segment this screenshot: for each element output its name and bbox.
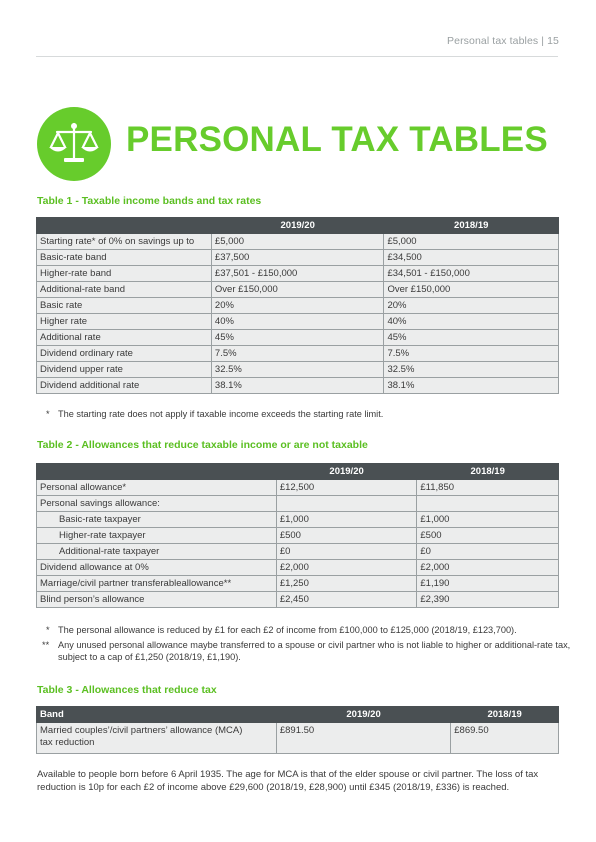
table-row <box>37 378 559 394</box>
footnote-marker: ** <box>42 640 50 650</box>
footnote-text: The starting rate does not apply if taxable income exceeds the starting rate limit. <box>58 409 384 419</box>
header-cell: 2018/19 <box>384 218 559 234</box>
cell-2018: £2,000 <box>417 560 559 576</box>
table-row <box>37 250 559 266</box>
cell-2019: £37,501 - £150,000 <box>211 266 384 282</box>
cell-2018: £500 <box>417 528 559 544</box>
cell-2018: £2,390 <box>417 592 559 608</box>
table-row <box>37 544 559 560</box>
table1-title: Table 1 - Taxable income bands and tax rates <box>37 195 262 207</box>
scales-of-justice-icon <box>37 107 111 181</box>
header-cell: 2019/20 <box>276 707 450 723</box>
table-row <box>37 234 559 250</box>
row-label: Dividend allowance at 0% <box>37 560 277 576</box>
row-label: Additional rate <box>37 330 212 346</box>
row-label: Additional-rate band <box>37 282 212 298</box>
cell-2019: £5,000 <box>211 234 384 250</box>
cell-2019: 40% <box>211 314 384 330</box>
table-header-row <box>37 218 559 234</box>
cell-2019: £1,250 <box>276 576 417 592</box>
cell-2018: 7.5% <box>384 346 559 362</box>
cell-2018: 45% <box>384 330 559 346</box>
closing-paragraph <box>37 768 562 794</box>
row-label: Marriage/civil partner transferableallowance** <box>37 576 277 592</box>
cell-2018: £34,501 - £150,000 <box>384 266 559 282</box>
cell-2019: £891.50 <box>276 723 450 754</box>
tax-bands-table <box>36 217 559 394</box>
cell-2018: £34,500 <box>384 250 559 266</box>
cell-2019: £2,450 <box>276 592 417 608</box>
table-row <box>37 480 559 496</box>
row-label <box>37 723 277 754</box>
cell-2018: £11,850 <box>417 480 559 496</box>
table2-footnote-1 <box>46 624 517 636</box>
row-label: Higher-rate taxpayer <box>37 528 277 544</box>
header-cell: Band <box>37 707 277 723</box>
allowances-table <box>36 463 559 608</box>
table-row <box>37 330 559 346</box>
header-cell <box>37 218 212 234</box>
table-row <box>37 496 559 512</box>
footnote-marker: * <box>46 409 50 419</box>
footnote-text: subject to a cap of £1,250 (2018/19, £1,190). <box>58 652 241 662</box>
row-label: Additional-rate taxpayer <box>37 544 277 560</box>
cell-2018: £0 <box>417 544 559 560</box>
table-row <box>37 723 559 754</box>
row-label: Personal savings allowance: <box>37 496 277 512</box>
table-row <box>37 314 559 330</box>
cell-2018: Over £150,000 <box>384 282 559 298</box>
table-row <box>37 346 559 362</box>
cell-2019: 32.5% <box>211 362 384 378</box>
table2-title: Table 2 - Allowances that reduce taxable income or are not taxable <box>37 439 368 451</box>
table-row <box>37 282 559 298</box>
header-cell <box>37 464 277 480</box>
row-label: Personal allowance* <box>37 480 277 496</box>
cell-2019: £0 <box>276 544 417 560</box>
table1-footnote <box>46 408 383 420</box>
cell-2018: £1,190 <box>417 576 559 592</box>
row-label: Higher rate <box>37 314 212 330</box>
cell-2019: Over £150,000 <box>211 282 384 298</box>
row-label: Higher-rate band <box>37 266 212 282</box>
table-row <box>37 298 559 314</box>
cell-2019: 20% <box>211 298 384 314</box>
header-cell: 2018/19 <box>451 707 559 723</box>
row-label: Blind person’s allowance <box>37 592 277 608</box>
running-head: Personal tax tables | 15 <box>447 35 559 47</box>
table-row <box>37 560 559 576</box>
cell-2019: 7.5% <box>211 346 384 362</box>
cell-2019: £1,000 <box>276 512 417 528</box>
row-label: Dividend ordinary rate <box>37 346 212 362</box>
cell-2018: 38.1% <box>384 378 559 394</box>
row-label: Basic-rate band <box>37 250 212 266</box>
row-label: Starting rate* of 0% on savings up to <box>37 234 212 250</box>
row-label-line: Married couples’/civil partners’ allowance (MCA) <box>40 725 243 736</box>
row-label: Dividend upper rate <box>37 362 212 378</box>
row-label-line: tax reduction <box>40 737 95 748</box>
table-row <box>37 362 559 378</box>
cell-2019: £37,500 <box>211 250 384 266</box>
table2-footnote-2 <box>42 639 570 663</box>
footnote-text: The personal allowance is reduced by £1 for each £2 of income from £100,000 to £125,000 (2018/19, £123,700). <box>58 625 517 635</box>
table-row <box>37 592 559 608</box>
table-row <box>37 512 559 528</box>
cell-2019 <box>276 496 417 512</box>
table3-title: Table 3 - Allowances that reduce tax <box>37 684 217 696</box>
cell-2018: 20% <box>384 298 559 314</box>
cell-2019: 45% <box>211 330 384 346</box>
page-title: PERSONAL TAX TABLES <box>126 120 548 159</box>
header-cell: 2019/20 <box>276 464 417 480</box>
row-label: Dividend additional rate <box>37 378 212 394</box>
cell-2018: 32.5% <box>384 362 559 378</box>
tax-reduction-table <box>36 706 559 754</box>
table-row <box>37 576 559 592</box>
header-cell: 2018/19 <box>417 464 559 480</box>
paragraph-line: Available to people born before 6 April 1935. The age for MCA is that of the elder spouse or civil partner. The loss of tax <box>37 769 539 780</box>
cell-2019: £12,500 <box>276 480 417 496</box>
footnote-text: Any unused personal allowance maybe transferred to a spouse or civil partner who is not liable to higher or additional-rate tax, <box>58 640 571 650</box>
cell-2018 <box>417 496 559 512</box>
section-logo <box>37 107 111 181</box>
table-header-row <box>37 707 559 723</box>
row-label: Basic-rate taxpayer <box>37 512 277 528</box>
cell-2019: £500 <box>276 528 417 544</box>
cell-2018: £1,000 <box>417 512 559 528</box>
table-row <box>37 528 559 544</box>
header-cell: 2019/20 <box>211 218 384 234</box>
cell-2018: £5,000 <box>384 234 559 250</box>
paragraph-line: reduction is 10p for each £2 of income above £29,600 (2018/19, £28,900) until £345 (2018/19, £336) is reached. <box>37 782 510 793</box>
cell-2018: 40% <box>384 314 559 330</box>
cell-2019: £2,000 <box>276 560 417 576</box>
table-header-row <box>37 464 559 480</box>
row-label: Basic rate <box>37 298 212 314</box>
cell-2018: £869.50 <box>451 723 559 754</box>
table-row <box>37 266 559 282</box>
footnote-marker: * <box>46 625 50 635</box>
cell-2019: 38.1% <box>211 378 384 394</box>
header-divider <box>36 56 558 57</box>
